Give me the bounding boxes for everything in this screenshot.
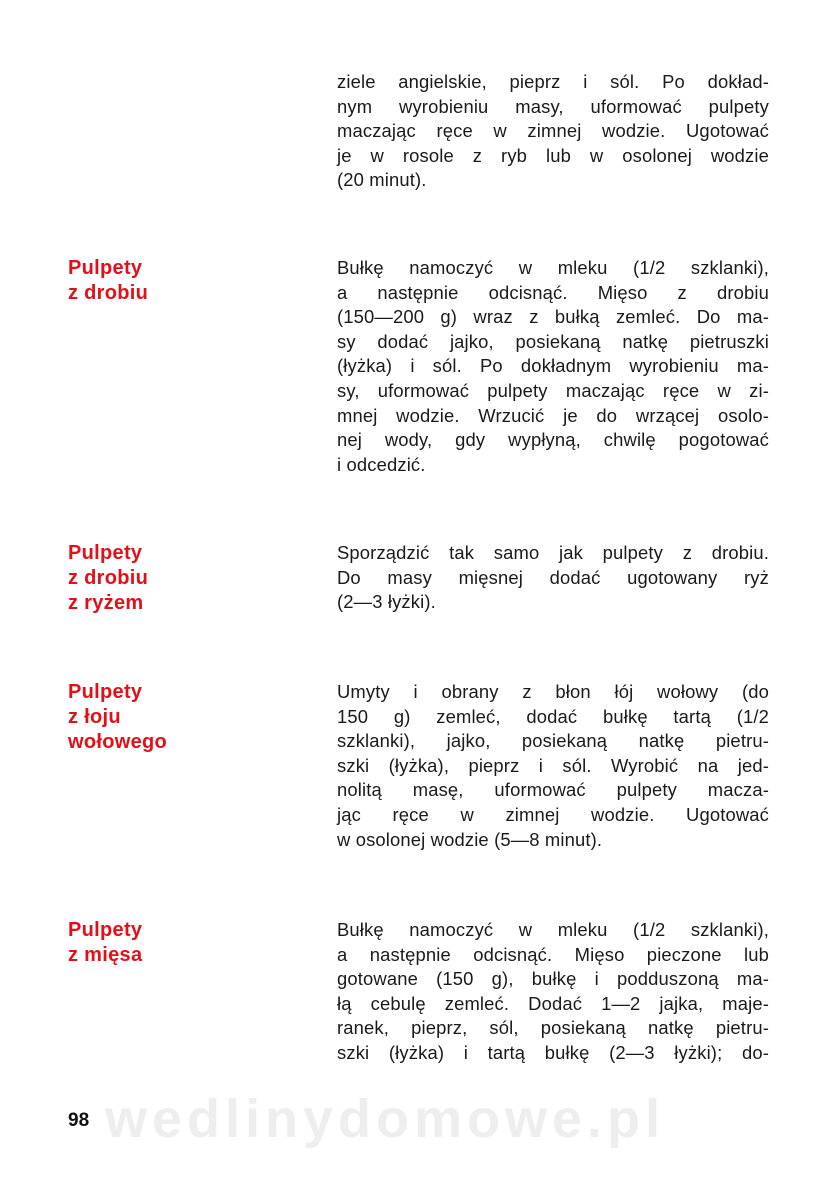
text-line: szklanki), jajko, posiekaną natkę pietru- [337,730,769,752]
text-line: nym wyrobieniu masy, uformować pulpety [337,95,769,117]
recipe-body-pulpety-z-miesa [337,918,769,1066]
text-line: i odcedzić. [337,453,426,475]
text-line: szki (łyżka), pieprz i sól. Wyrobić na jed- [337,754,769,776]
text-line: Bułkę namoczyć w mleku (1/2 szklanki), [337,919,769,940]
text-line: (20 minut). [337,169,427,191]
text-line: 150 g) zemleć, dodać bułkę tartą (1/2 [337,705,769,727]
text-line: ziele angielskie, pieprz i sól. Po dokład- [337,71,769,92]
text-line: szki (łyżka) i tartą bułkę (2—3 łyżki); do- [337,1041,769,1063]
text-line: jąc ręce w zimnej wodzie. Ugotować [337,803,769,825]
recipe-body-pulpety-z-drobiu-z-ryzem [337,541,769,615]
page-number: 98 [68,1110,90,1131]
text-line: (łyżka) i sól. Po dokładnym wyrobieniu ma- [337,355,769,377]
text-line: sy, uformować pulpety maczając ręce w zi- [337,379,769,401]
text-line: (150—200 g) wraz z bułką zemleć. Do ma- [337,306,769,328]
text-line: (2—3 łyżki). [337,591,436,613]
text-line: a następnie odcisnąć. Mięso z drobiu [337,281,769,303]
intro-paragraph [337,70,769,193]
recipe-title-pulpety-z-miesa: Pulpety z mięsa [68,919,143,966]
text-line: Bułkę namoczyć w mleku (1/2 szklanki), [337,257,769,278]
recipe-body-pulpety-z-drobiu [337,256,769,477]
recipe-title-pulpety-z-drobiu-z-ryzem: Pulpety z drobiu z ryżem [68,542,149,614]
text-line: nolitą masę, uformować pulpety macza- [337,779,769,801]
text-line: Do masy mięsnej dodać ugotowany ryż [337,566,769,588]
text-line: Sporządzić tak samo jak pulpety z drobiu. [337,542,769,563]
text-line: w osolonej wodzie (5—8 minut). [337,828,603,850]
text-line: je w rosole z ryb lub w osolonej wodzie [337,144,769,166]
text-line: ranek, pieprz, sól, posiekaną natkę pietru- [337,1017,769,1039]
text-line: sy dodać jajko, posiekaną natkę pietruszki [337,330,769,352]
text-line: maczając ręce w zimnej wodzie. Ugotować [337,120,769,142]
watermark: wedlinydomowe.pl [105,1089,666,1149]
recipe-title-pulpety-z-drobiu: Pulpety z drobiu [68,257,149,304]
text-line: mnej wodzie. Wrzucić je do wrzącej osolo- [337,404,769,426]
text-line: nej wody, gdy wypłyną, chwilę pogotować [337,429,769,451]
text-line: Umyty i obrany z błon łój wołowy (do [337,681,769,702]
recipe-body-pulpety-z-loju-wolowego [337,680,769,852]
text-line: gotowane (150 g), bułkę i podduszoną ma- [337,968,769,990]
text-line: a następnie odcisnąć. Mięso pieczone lub [337,943,769,965]
text-line: łą cebulę zemleć. Dodać 1—2 jajka, maje- [337,992,769,1014]
recipe-title-pulpety-z-loju-wolowego: Pulpety z łoju wołowego [68,681,168,753]
